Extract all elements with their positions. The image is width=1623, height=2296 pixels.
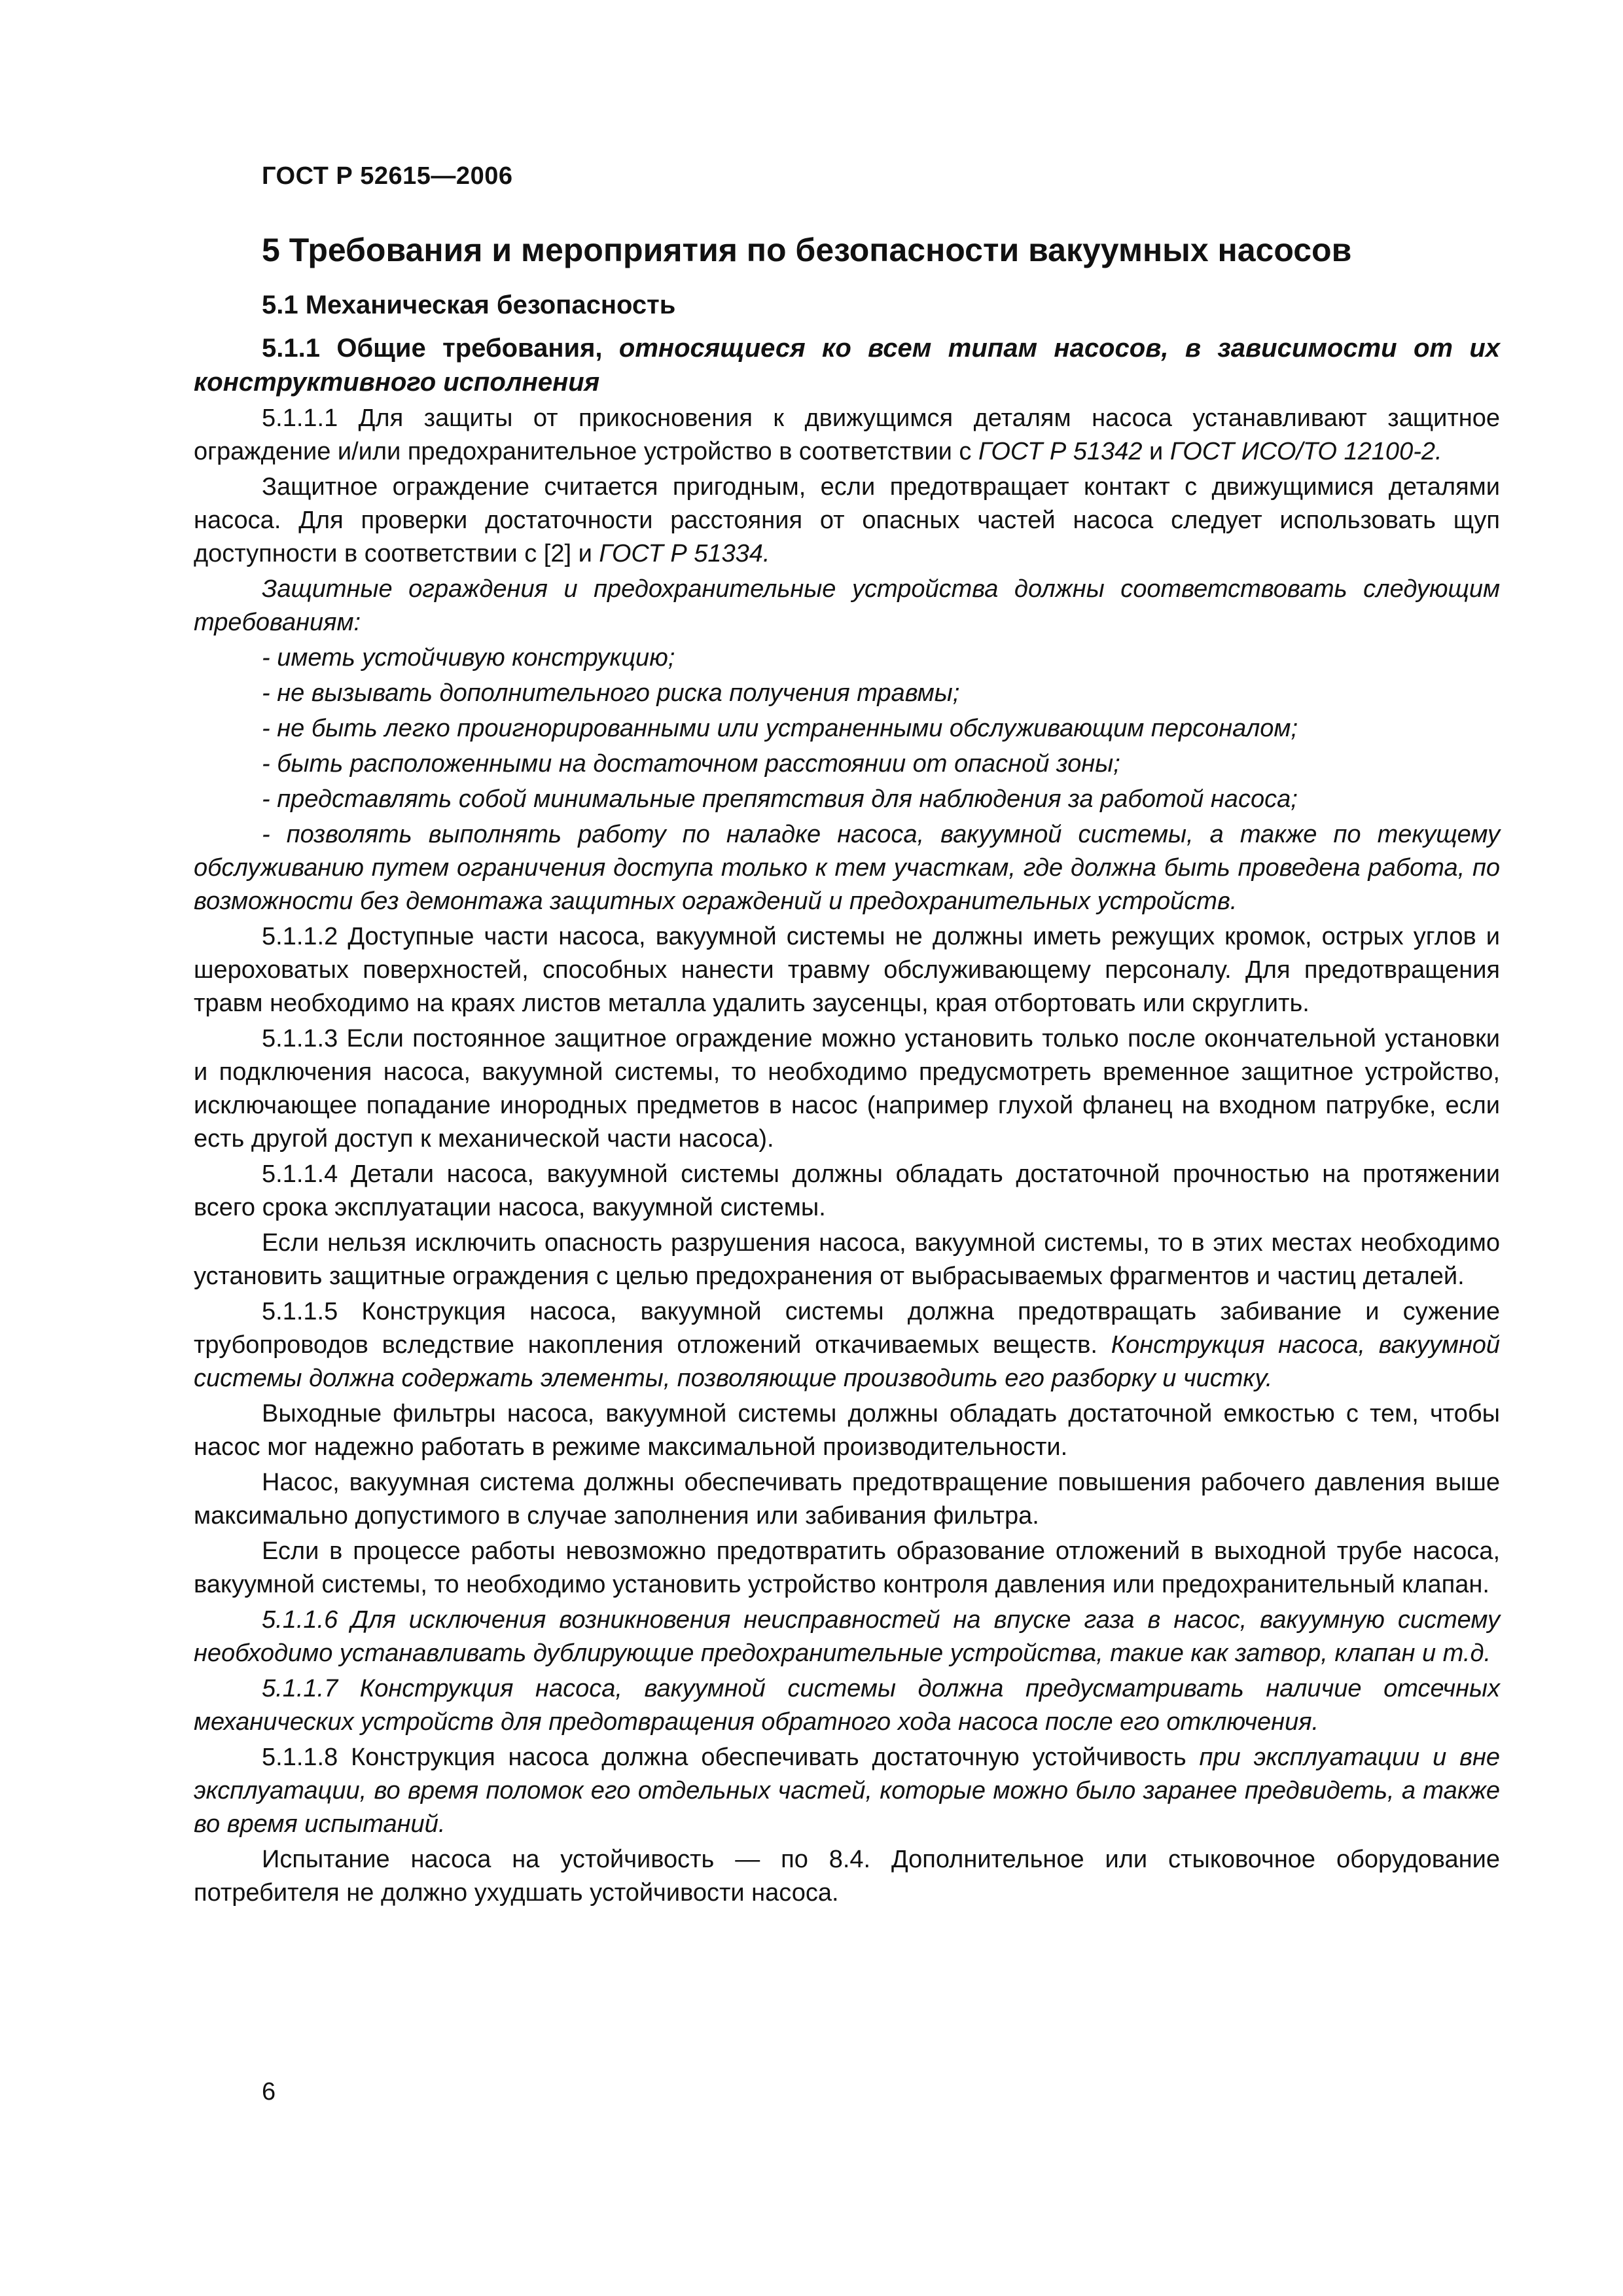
standard-identifier: ГОСТ Р 52615—2006: [262, 162, 513, 190]
list-item: - не вызывать дополнительного риска получения травмы;: [262, 679, 960, 707]
paragraph-text: Защитное ограждение считается пригодным, если предотвращает контакт с движущимися деталями насоса. Для проверки достаточности расстояния от опасных частей насоса следует использовать щуп доступности в соответствии с [2] и: [194, 473, 1500, 567]
paragraph-deposits: Если в процессе работы невозможно предотвратить образование отложений в выходной трубе насоса, вакуумной системы, то необходимо установить устройство контроля давления или предохранительный клапан.: [194, 1537, 1500, 1598]
paragraph-text: 5.1.1.1 Для защиты от прикосновения к движущимся деталям насоса устанавливают защитное ограждение и/или предохранительное устройство в соответствии с: [194, 404, 1500, 465]
clause-title-bold: 5.1.1 Общие требования,: [262, 334, 603, 363]
paragraph-output-filters: Выходные фильтры насоса, вакуумной системы должны обладать достаточной емкостью с тем, чтобы насос мог надежно работать в режиме максимальной производительности.: [194, 1400, 1500, 1461]
paragraph-stability-test: Испытание насоса на устойчивость — по 8.4. Дополнительное или стыковочное оборудование потребителя не должно ухудшать устойчивости насоса.: [194, 1846, 1500, 1907]
paragraph-text: и: [1142, 438, 1170, 465]
requirements-list: [194, 641, 1500, 918]
paragraph-text: 5.1.1.5 Конструкция насоса, вакуумной системы должна предотвращать забивание и сужение трубопроводов вследствие накопления отложений откачиваемых веществ.: [194, 1298, 1500, 1359]
standard-reference: ГОСТ Р 51334.: [599, 540, 770, 567]
document-body: [194, 230, 1500, 1912]
list-item: - позволять выполнять работу по наладке насоса, вакуумной системы, а также по текущему обслуживанию путем ограничения доступа только к тем участкам, где должна быть проведена работа, по возможности без демонтажа защитных ограждений и предохранительных устройств.: [194, 821, 1500, 915]
paragraph-5-1-1-1: [194, 402, 1500, 469]
paragraph-5-1-1-6: 5.1.1.6 Для исключения возникновения неисправностей на впуске газа в насос, вакуумную систему необходимо устанавливать дублирующие предохранительные устройства, такие как затвор, клапан и т.д.: [194, 1606, 1500, 1667]
clause-title: [194, 331, 1500, 399]
paragraph-guard-suitability: [194, 471, 1500, 571]
subsection-title: 5.1 Механическая безопасность: [262, 291, 676, 319]
list-item: - иметь устойчивую конструкцию;: [262, 644, 675, 672]
paragraph-5-1-1-8: [194, 1741, 1500, 1841]
paragraph-text: 5.1.1.8 Конструкция насоса должна обеспечивать достаточную устойчивость: [262, 1744, 1200, 1771]
paragraph-5-1-1-4: 5.1.1.4 Детали насоса, вакуумной системы должны обладать достаточной прочностью на протяжении всего срока эксплуатации насоса, вакуумной системы.: [194, 1160, 1500, 1221]
paragraph-destruction-protection: Если нельзя исключить опасность разрушения насоса, вакуумной системы, то в этих местах необходимо установить защитные ограждения с целью предохранения от выбрасываемых фрагментов и частиц деталей.: [194, 1229, 1500, 1290]
paragraph-guard-requirements: Защитные ограждения и предохранительные устройства должны соответствовать следующим требованиям:: [194, 575, 1500, 636]
paragraph-text-italic: Конструкция насоса, вакуумной системы должна содержать элементы, позволяющие производить его разборку и чистку.: [194, 1331, 1501, 1392]
paragraph-5-1-1-7: 5.1.1.7 Конструкция насоса, вакуумной системы должна предусматривать наличие отсечных механических устройств для предотвращения обратного хода насоса после его отключения.: [194, 1675, 1500, 1736]
paragraph-pressure-prevention: Насос, вакуумная система должны обеспечивать предотвращение повышения рабочего давления выше максимально допустимого в случае заполнения или забивания фильтра.: [194, 1469, 1500, 1530]
list-item: - представлять собой минимальные препятствия для наблюдения за работой насоса;: [262, 785, 1298, 813]
list-item: - не быть легко проигнорированными или устраненными обслуживающим персоналом;: [262, 715, 1298, 742]
paragraph-5-1-1-3: 5.1.1.3 Если постоянное защитное ограждение можно установить только после окончательной установки и подключения насоса, вакуумной системы, то необходимо предусмотреть временное защитное устройство, исключающее попадание инородных предметов в насос (например глухой фланец на входном патрубке, если есть другой доступ к механической части насоса).: [194, 1025, 1500, 1153]
page-number: 6: [262, 2078, 276, 2106]
paragraph-5-1-1-2: 5.1.1.2 Доступные части насоса, вакуумной системы не должны иметь режущих кромок, острых углов и шероховатых поверхностей, способных нанести травму обслуживающему персоналу. Для предотвращения травм необходимо на краях листов металла удалить заусенцы, края отбортовать или скруглить.: [194, 923, 1500, 1017]
list-item: - быть расположенными на достаточном расстоянии от опасной зоны;: [262, 750, 1120, 778]
standard-reference: ГОСТ ИСО/ТО 12100-2.: [1169, 438, 1442, 465]
section-title: 5 Требования и мероприятия по безопасности вакуумных насосов: [262, 232, 1352, 268]
clause-title-italic: относящиеся ко всем типам насосов, в зависимости от их конструктивного исполнения: [194, 334, 1500, 397]
paragraph-5-1-1-5: [194, 1295, 1500, 1395]
paragraph-text-italic: при эксплуатации и вне эксплуатации, во время поломок его отдельных частей, которые можно было заранее предвидеть, а также во время испытаний.: [194, 1744, 1500, 1838]
standard-reference: ГОСТ Р 51342: [978, 438, 1143, 465]
